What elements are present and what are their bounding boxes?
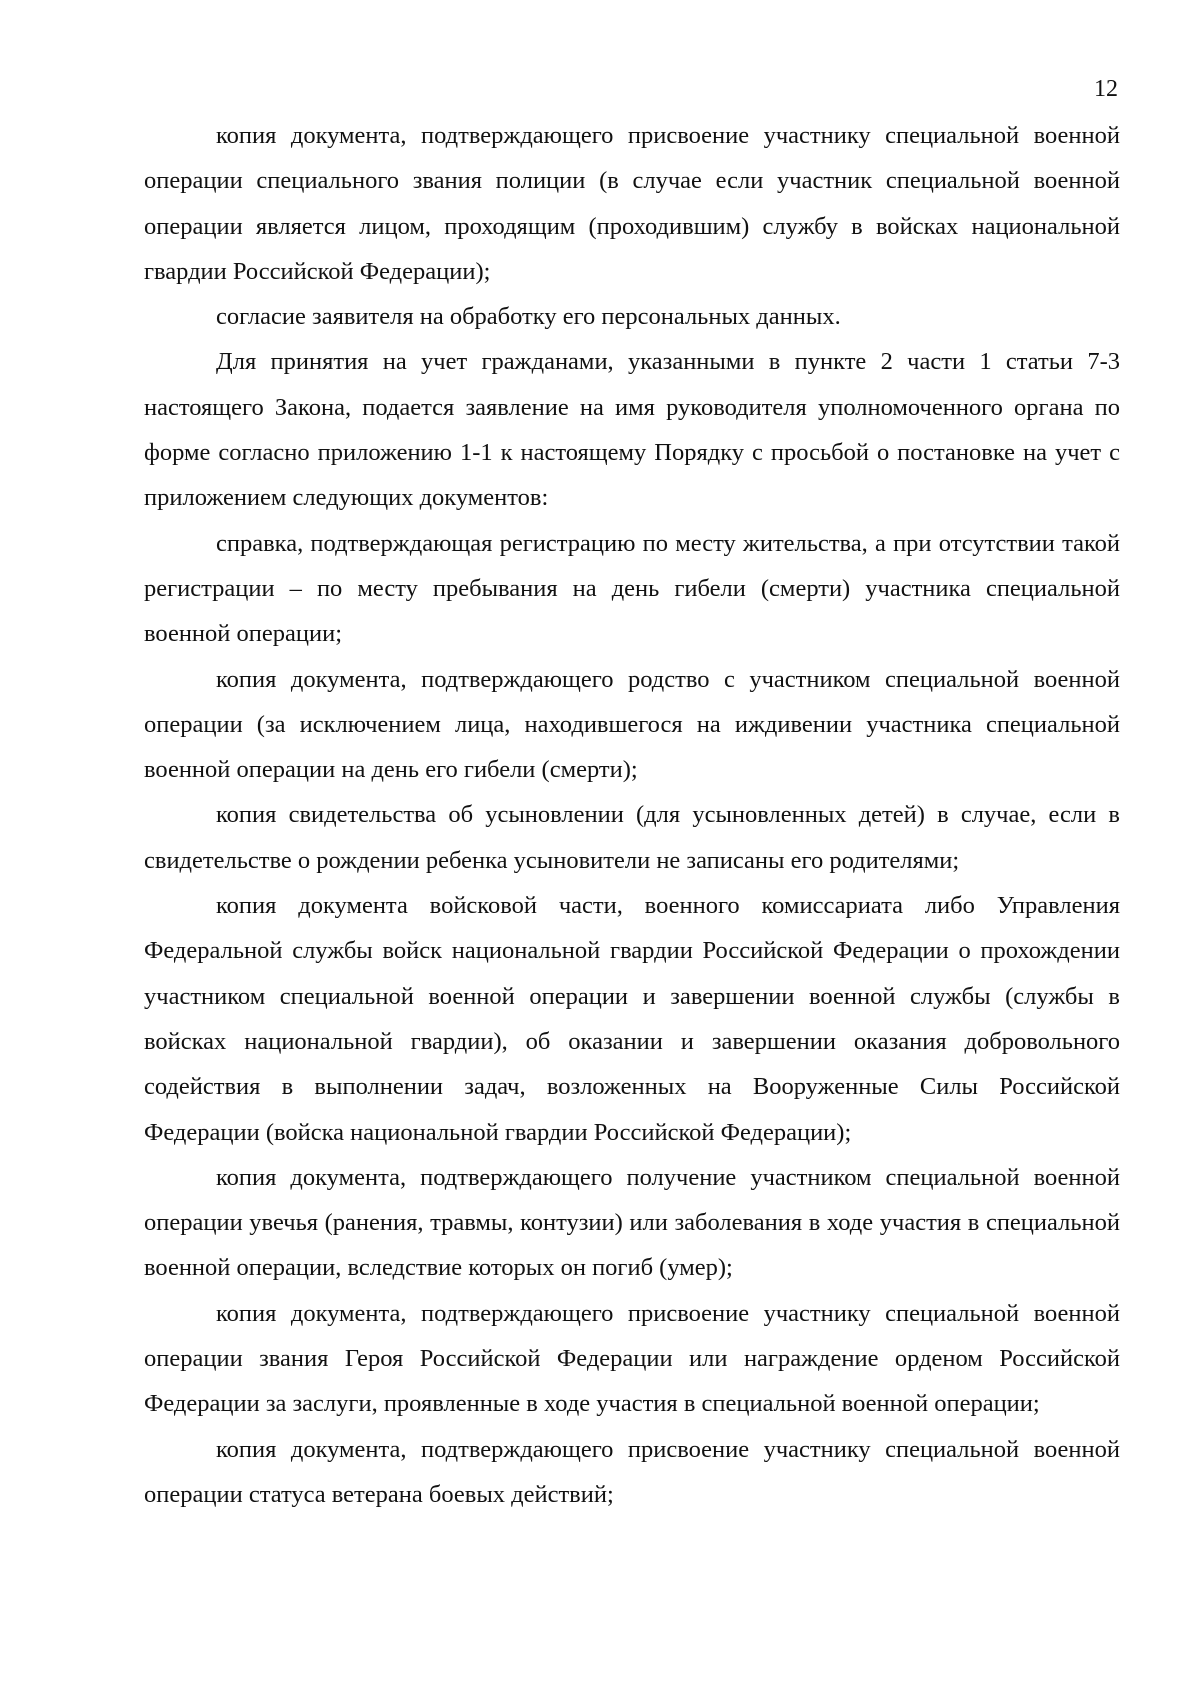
paragraph-registration-application: Для принятия на учет гражданами, указанными в пункте 2 части 1 статьи 7-3 настоящего Закона, подается заявление на имя руководителя уполномоченного органа по форме согласно приложению 1-1 к настоящему Порядку с просьбой о постановке на учет с приложением следующих документов: (144, 348, 1120, 512)
paragraph-consent: согласие заявителя на обработку его персональных данных. (216, 303, 841, 331)
document-body (144, 113, 1120, 1517)
paragraph-kinship-document: копия документа, подтверждающего родство с участником специальной военной операции (за исключением лица, находившегося на иждивении участника специальной военной операции на день его гибели (смерти); (144, 665, 1120, 784)
paragraph-veteran-status-document: копия документа, подтверждающего присвоение участнику специальной военной операции статуса ветерана боевых действий; (144, 1435, 1120, 1508)
paragraph-military-service-document: копия документа войсковой части, военного комиссариата либо Управления Федеральной службы войск национальной гвардии Российской Федерации о прохождении участником специальной военной операции и завершении военной службы (службы в войсках национальной гвардии), об оказании и завершении оказания добровольного содействия в выполнении задач, возложенных на Вооруженные Силы Российской Федерации (войска национальной гвардии Российской Федерации); (144, 892, 1120, 1146)
paragraph-residence-certificate: справка, подтверждающая регистрацию по месту жительства, а при отсутствии такой регистрации – по месту пребывания на день гибели (смерти) участника специальной военной операции; (144, 529, 1120, 648)
paragraph-adoption-certificate: копия свидетельства об усыновлении (для усыновленных детей) в случае, если в свидетельстве о рождении ребенка усыновители не записаны его родителями; (144, 801, 1120, 874)
page-number: 12 (1094, 76, 1118, 102)
paragraph-hero-award-document: копия документа, подтверждающего присвоение участнику специальной военной операции звания Героя Российской Федерации или награждение орденом Российской Федерации за заслуги, проявленные в ходе участия в специальной военной операции; (144, 1299, 1120, 1418)
paragraph-injury-document: копия документа, подтверждающего получение участником специальной военной операции увечья (ранения, травмы, контузии) или заболевания в ходе участия в специальной военной операции, вследствие которых он погиб (умер); (144, 1163, 1120, 1282)
paragraph-police-rank-copy: копия документа, подтверждающего присвоение участнику специальной военной операции специального звания полиции (в случае если участник специальной военной операции является лицом, проходящим (проходившим) службу в войсках национальной гвардии Российской Федерации); (144, 122, 1120, 285)
